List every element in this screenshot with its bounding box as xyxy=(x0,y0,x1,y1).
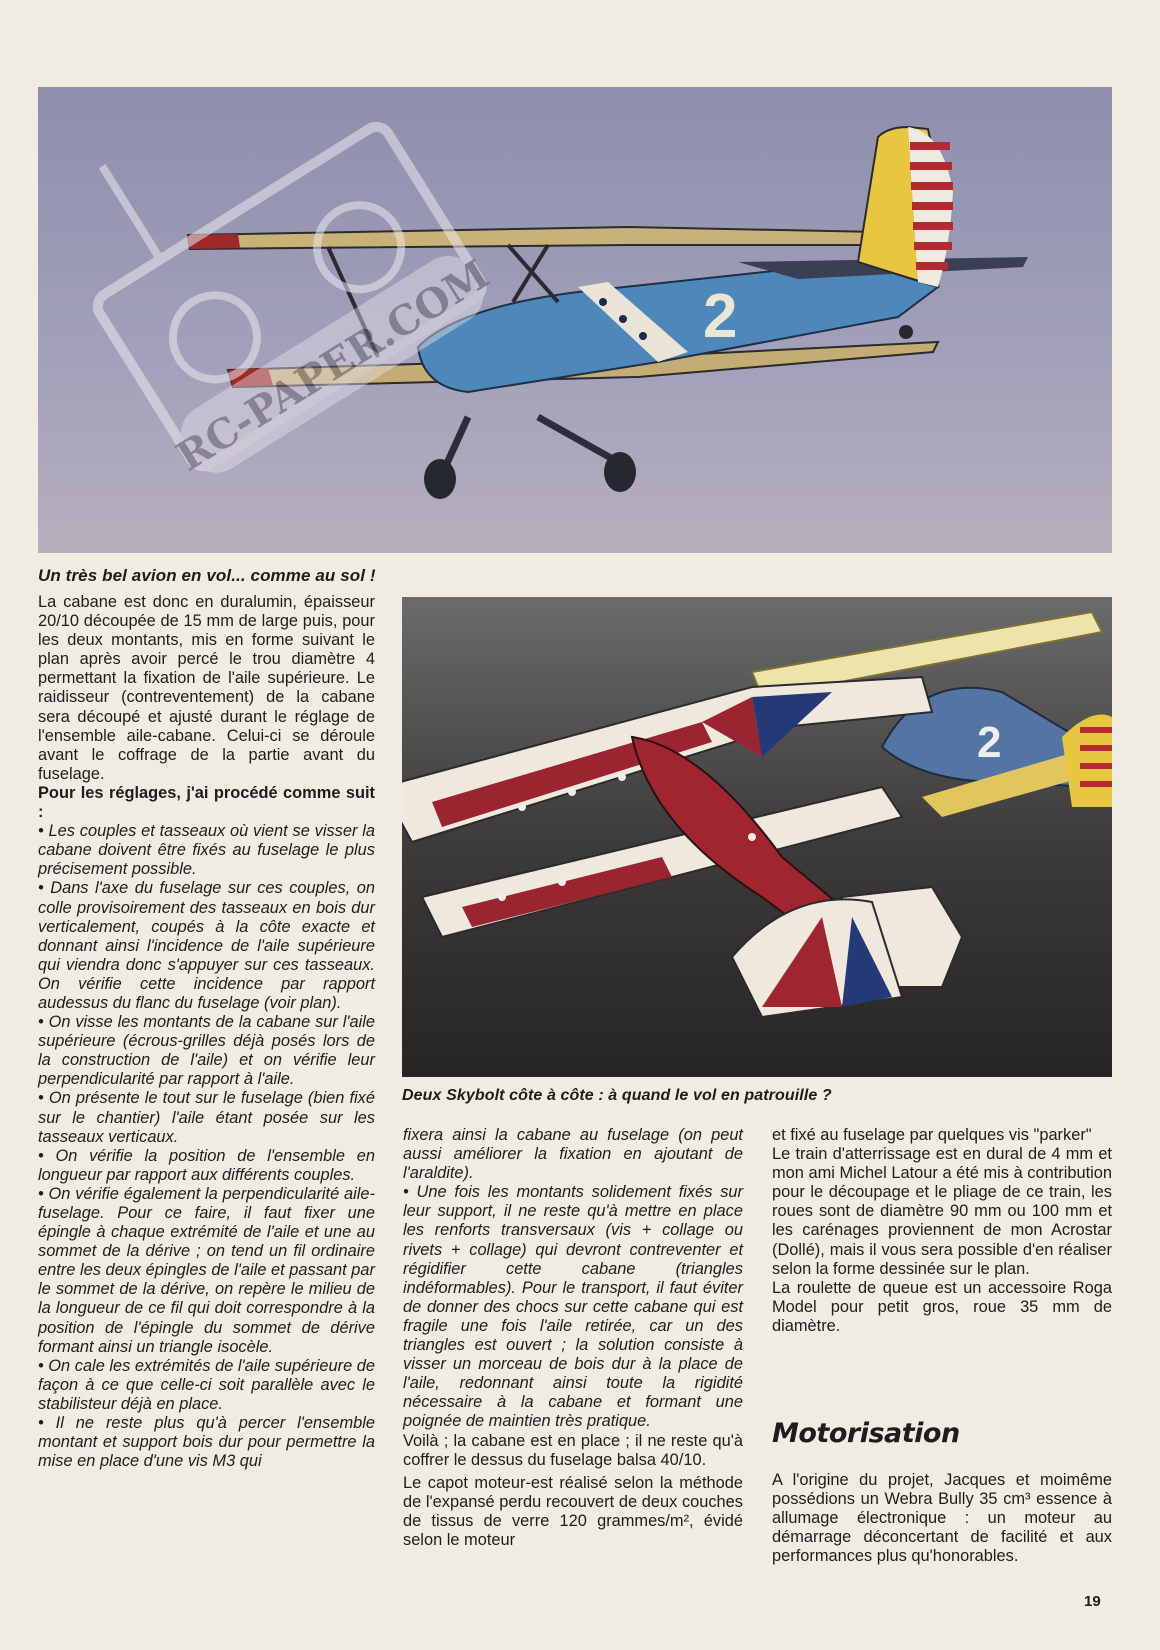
middle-photo-caption: Deux Skybolt côte à côte : à quand le vol en patrouille ? xyxy=(402,1087,832,1104)
paragraph: La roulette de queue est un accessoire Roga Model pour petit gros, roue 35 mm de diamètre. xyxy=(772,1278,1112,1335)
paragraph: et fixé au fuselage par quelques vis "parker" xyxy=(772,1126,1092,1144)
text-column-1 xyxy=(38,593,375,1471)
text-column-2 xyxy=(403,1126,743,1550)
list-item: • On cale les extrémités de l'aile supérieure de façon à ce que celle-ci soit parallèle avec le stabilisteur déjà en place. xyxy=(38,1356,375,1413)
watermark-text: RC-PAPER.COM xyxy=(168,250,498,481)
list-item: • Une fois les montants solidement fixés sur leur support, il ne reste qu'à mettre en place les renforts transversaux (vis + collage ou rivets + collage) qui devront contreventer et régidifier cette cabane (triangles indéformables). Pour le transport, il faut éviter de donner des chocs sur cette cabane qui est fragile une fois l'aile retirée, car un des triangles est ouvert ; la solution consiste à visser un morceau de bois dur à la place de l'aile, redonnant ainsi toute la rigidité nécessaire à la cabane et formant une poignée de maintien très pratique. xyxy=(403,1183,743,1431)
paragraph: A l'origine du projet, Jacques et moimême possédions un Webra Bully 35 cm³ essence à allumage électronique : un moteur au démarrage déconcertant de facilité et aux performances plus qu'honorables. xyxy=(772,1471,1112,1566)
list-item: • Il ne reste plus qu'à percer l'ensemble montant et support bois dur pour permettre la mise en place d'une vis M3 qui xyxy=(38,1414,375,1471)
page-number: 19 xyxy=(1084,1593,1101,1610)
list-item: • On présente le tout sur le fuselage (bien fixé sur le chantier) l'aile étant posée sur les tasseaux verticaux. xyxy=(38,1089,375,1146)
paragraph: La cabane est donc en duralumin, épaisseur 20/10 découpée de 15 mm de large puis, pour les deux montants, mis en forme suivant le plan après avoir percé le trou diamètre 4 permettant la fixation de l'aile supérieure. Le raidisseur (contreventement) de la cabane sera découpé et ajusté durant le réglage de l'ensemble aile-cabane. Celui-ci se déroule avant le coffrage de la partie avant du fuselage. xyxy=(38,593,375,783)
ground-plane-number: 2 xyxy=(977,718,1002,767)
watermark-logo xyxy=(85,85,505,500)
paragraph: Le capot moteur-est réalisé selon la méthode de l'expansé perdu recouvert de deux couches de tissus de verre 120 grammes/m², évidé selon le moteur xyxy=(403,1473,743,1549)
section-heading-motorisation: Motorisation xyxy=(772,1418,960,1449)
list-item: • Dans l'axe du fuselage sur ces couples, on colle provisoirement des tasseaux en bois dur verticalement, coupés à la côte exacte et donnant ainsi l'incidence de l'aile supérieure qui viendra donc s'appuyer sur ces tasseaux. On vérifie cette incidence par rapport audessus du flanc du fuselage (voir plan). xyxy=(38,879,375,1012)
list-item: • Les couples et tasseaux où vient se visser la cabane doivent être fixés au fuselage le plus précisement possible. xyxy=(38,822,375,879)
top-photo-caption: Un très bel avion en vol... comme au sol ! xyxy=(38,566,376,585)
paragraph: Voilà ; la cabane est en place ; il ne reste qu'à coffrer le dessus du fuselage balsa 40/10. xyxy=(403,1431,743,1469)
photo-two-skybolts xyxy=(402,597,1112,1077)
list-item: • On vérifie également la perpendicularité aile-fuselage. Pour ce faire, il faut fixer une épingle à chaque extrémité de l'aile et une au sommet de la dérive ; on tend un fil ordinaire entre les deux épingles de l'aile et passant par le sommet de la dérive, on repère le milieu de la longueur de ce fil qui doit correspondre à la position de l'épingle du sommet de dérive formant ainsi un triangle isocèle. xyxy=(38,1184,375,1356)
text-column-3-after-heading xyxy=(772,1471,1112,1566)
list-item: • On visse les montants de la cabane sur l'aile supérieure (écrous-grilles déjà posés lors de la construction de l'aile) et on vérifie leur perpendicularité par rapport à l'aile. xyxy=(38,1013,375,1089)
subheading-reglages: Pour les réglages, j'ai procédé comme suit : xyxy=(38,783,375,822)
text-column-3 xyxy=(772,1126,1112,1336)
list-item: • On vérifie la position de l'ensemble en longueur par rapport aux différents couples. xyxy=(38,1146,375,1184)
fuselage-number: 2 xyxy=(703,282,738,351)
paragraph: Le train d'atterrissage est en dural de 4 mm et mon ami Michel Latour a été mis à contribution pour le découpage et le pliage de ce train, les roues sont de diamètre 90 mm ou 100 mm et les carénages proviennent de mon Acrostar (Dollé), mais il vous sera possible d'en réaliser selon la forme dessinée sur le plan. xyxy=(772,1145,1112,1278)
paragraph: fixera ainsi la cabane au fuselage (on peut aussi améliorer la fixation en ajoutant de l'araldite). xyxy=(403,1126,743,1183)
